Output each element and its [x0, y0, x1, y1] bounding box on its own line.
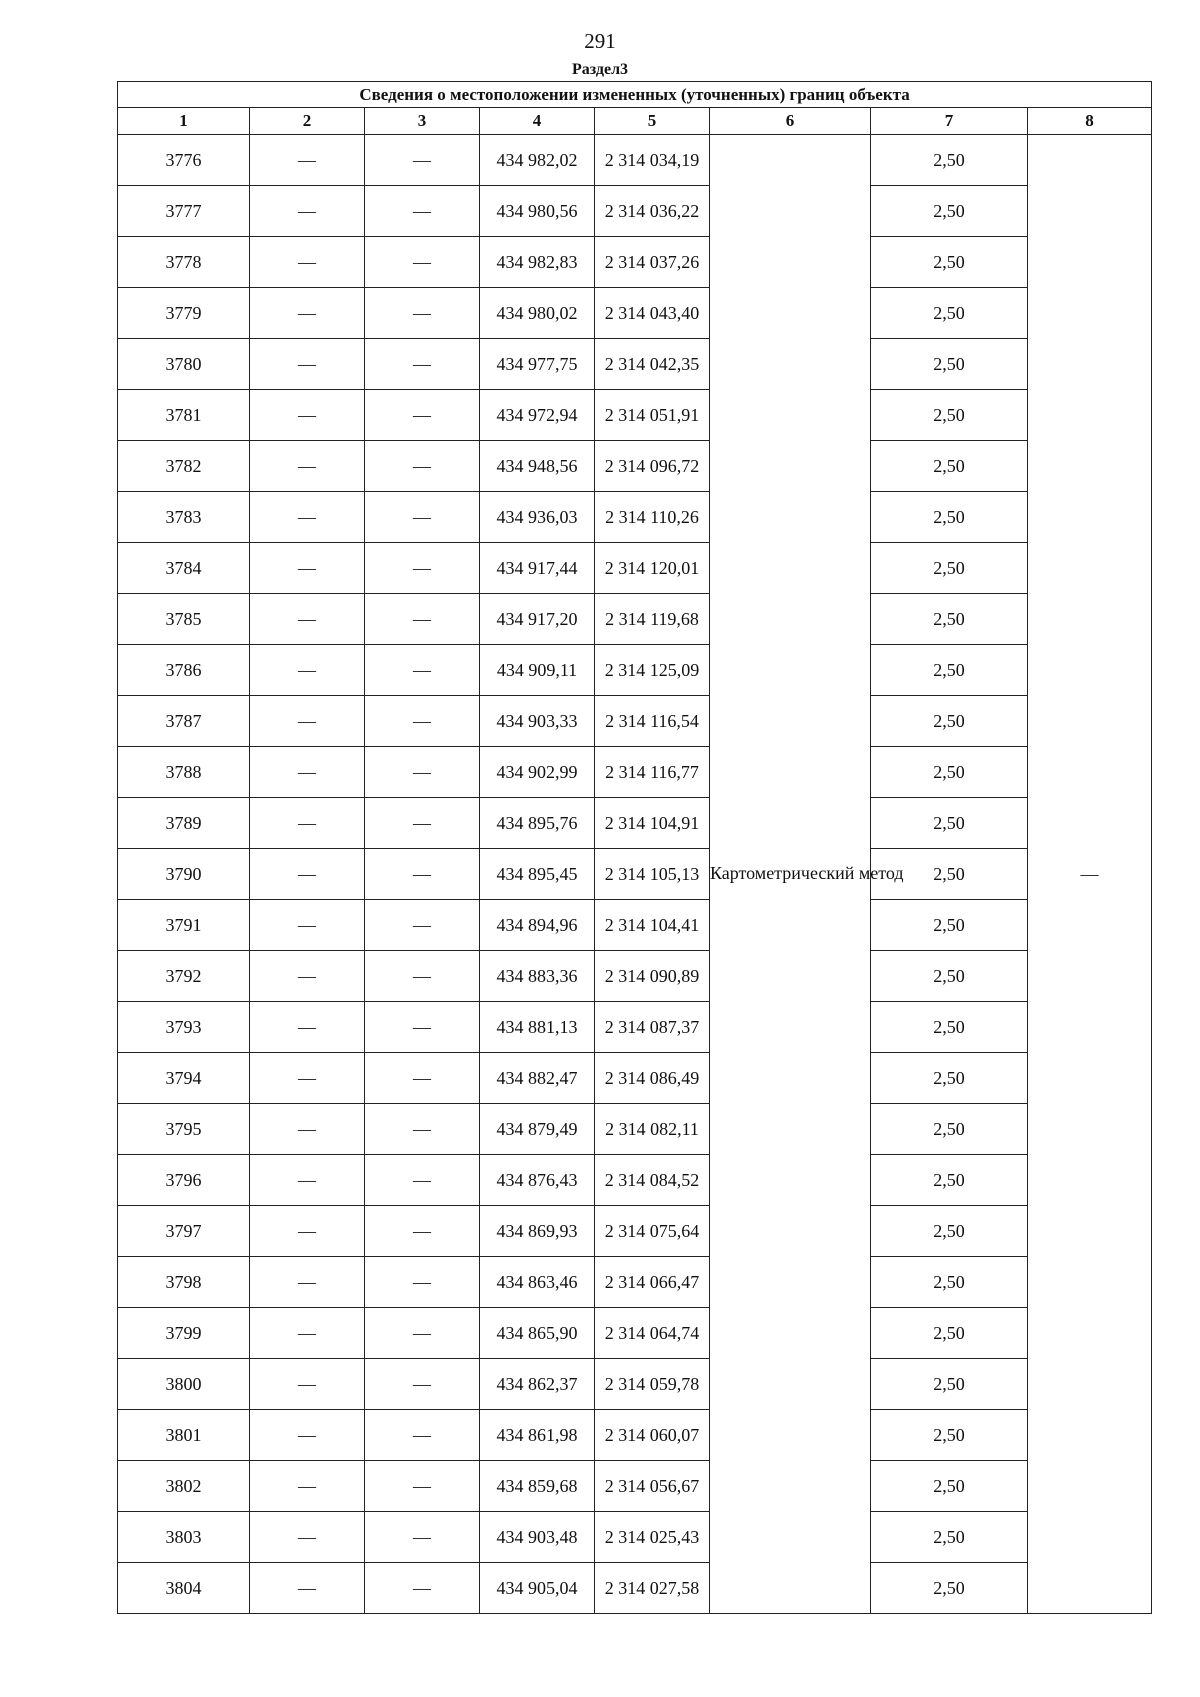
column-2-cell: — — [250, 1563, 365, 1614]
point-number-cell: 3795 — [118, 1104, 250, 1155]
y-coordinate-cell: 2 314 119,68 — [595, 594, 710, 645]
column-header: 4 — [480, 108, 595, 135]
table-row — [118, 543, 1152, 594]
point-number-cell: 3802 — [118, 1461, 250, 1512]
x-coordinate-cell: 434 862,37 — [480, 1359, 595, 1410]
column-3-cell: — — [365, 543, 480, 594]
note-cell: — — [1028, 135, 1152, 1614]
column-3-cell: — — [365, 747, 480, 798]
column-2-cell: — — [250, 1257, 365, 1308]
y-coordinate-cell: 2 314 075,64 — [595, 1206, 710, 1257]
table-row — [118, 1410, 1152, 1461]
x-coordinate-cell: 434 881,13 — [480, 1002, 595, 1053]
column-3-cell: — — [365, 1053, 480, 1104]
accuracy-cell: 2,50 — [871, 339, 1028, 390]
column-3-cell: — — [365, 288, 480, 339]
column-2-cell: — — [250, 645, 365, 696]
table-row — [118, 390, 1152, 441]
accuracy-cell: 2,50 — [871, 135, 1028, 186]
y-coordinate-cell: 2 314 082,11 — [595, 1104, 710, 1155]
table-row — [118, 1206, 1152, 1257]
point-number-cell: 3803 — [118, 1512, 250, 1563]
accuracy-cell: 2,50 — [871, 696, 1028, 747]
column-header: 8 — [1028, 108, 1152, 135]
coordinates-table — [117, 81, 1152, 1614]
x-coordinate-cell: 434 895,76 — [480, 798, 595, 849]
column-3-cell: — — [365, 849, 480, 900]
accuracy-cell: 2,50 — [871, 441, 1028, 492]
table-body — [118, 135, 1152, 1614]
x-coordinate-cell: 434 902,99 — [480, 747, 595, 798]
point-number-cell: 3801 — [118, 1410, 250, 1461]
column-2-cell: — — [250, 237, 365, 288]
table-row — [118, 594, 1152, 645]
y-coordinate-cell: 2 314 104,91 — [595, 798, 710, 849]
x-coordinate-cell: 434 905,04 — [480, 1563, 595, 1614]
column-3-cell: — — [365, 441, 480, 492]
y-coordinate-cell: 2 314 104,41 — [595, 900, 710, 951]
table-row — [118, 696, 1152, 747]
y-coordinate-cell: 2 314 116,54 — [595, 696, 710, 747]
point-number-cell: 3787 — [118, 696, 250, 747]
y-coordinate-cell: 2 314 120,01 — [595, 543, 710, 594]
column-header: 1 — [118, 108, 250, 135]
table-row — [118, 1461, 1152, 1512]
column-header: 6 — [710, 108, 871, 135]
column-2-cell: — — [250, 288, 365, 339]
point-number-cell: 3777 — [118, 186, 250, 237]
column-header: 3 — [365, 108, 480, 135]
column-3-cell: — — [365, 390, 480, 441]
column-3-cell: — — [365, 696, 480, 747]
y-coordinate-cell: 2 314 105,13 — [595, 849, 710, 900]
table-row — [118, 645, 1152, 696]
point-number-cell: 3779 — [118, 288, 250, 339]
point-number-cell: 3793 — [118, 1002, 250, 1053]
accuracy-cell: 2,50 — [871, 1104, 1028, 1155]
y-coordinate-cell: 2 314 056,67 — [595, 1461, 710, 1512]
point-number-cell: 3778 — [118, 237, 250, 288]
column-2-cell: — — [250, 135, 365, 186]
x-coordinate-cell: 434 863,46 — [480, 1257, 595, 1308]
column-3-cell: — — [365, 492, 480, 543]
column-3-cell: — — [365, 594, 480, 645]
column-2-cell: — — [250, 1308, 365, 1359]
x-coordinate-cell: 434 894,96 — [480, 900, 595, 951]
table-row — [118, 1257, 1152, 1308]
column-2-cell: — — [250, 339, 365, 390]
accuracy-cell: 2,50 — [871, 1359, 1028, 1410]
column-header: 5 — [595, 108, 710, 135]
column-3-cell: — — [365, 900, 480, 951]
table-row — [118, 747, 1152, 798]
x-coordinate-cell: 434 895,45 — [480, 849, 595, 900]
table-row — [118, 186, 1152, 237]
x-coordinate-cell: 434 903,48 — [480, 1512, 595, 1563]
table-row — [118, 1563, 1152, 1614]
column-3-cell: — — [365, 237, 480, 288]
column-header: 7 — [871, 108, 1028, 135]
column-2-cell: — — [250, 1206, 365, 1257]
x-coordinate-cell: 434 980,02 — [480, 288, 595, 339]
column-2-cell: — — [250, 849, 365, 900]
y-coordinate-cell: 2 314 043,40 — [595, 288, 710, 339]
column-2-cell: — — [250, 594, 365, 645]
x-coordinate-cell: 434 917,20 — [480, 594, 595, 645]
accuracy-cell: 2,50 — [871, 594, 1028, 645]
y-coordinate-cell: 2 314 027,58 — [595, 1563, 710, 1614]
x-coordinate-cell: 434 917,44 — [480, 543, 595, 594]
accuracy-cell: 2,50 — [871, 1308, 1028, 1359]
table-row — [118, 1512, 1152, 1563]
accuracy-cell: 2,50 — [871, 1053, 1028, 1104]
accuracy-cell: 2,50 — [871, 1512, 1028, 1563]
table-row — [118, 1104, 1152, 1155]
table-row — [118, 1359, 1152, 1410]
x-coordinate-cell: 434 972,94 — [480, 390, 595, 441]
column-3-cell: — — [365, 1155, 480, 1206]
point-number-cell: 3794 — [118, 1053, 250, 1104]
table-row — [118, 1002, 1152, 1053]
column-3-cell: — — [365, 135, 480, 186]
accuracy-cell: 2,50 — [871, 849, 1028, 900]
column-3-cell: — — [365, 1104, 480, 1155]
x-coordinate-cell: 434 882,47 — [480, 1053, 595, 1104]
x-coordinate-cell: 434 879,49 — [480, 1104, 595, 1155]
column-3-cell: — — [365, 798, 480, 849]
table-row — [118, 288, 1152, 339]
x-coordinate-cell: 434 861,98 — [480, 1410, 595, 1461]
y-coordinate-cell: 2 314 042,35 — [595, 339, 710, 390]
accuracy-cell: 2,50 — [871, 492, 1028, 543]
table-row — [118, 849, 1152, 900]
column-2-cell: — — [250, 1461, 365, 1512]
table-row — [118, 1155, 1152, 1206]
accuracy-cell: 2,50 — [871, 798, 1028, 849]
table-row — [118, 237, 1152, 288]
page-number: 291 — [584, 29, 616, 53]
column-3-cell: — — [365, 1002, 480, 1053]
table-row — [118, 135, 1152, 186]
point-number-cell: 3798 — [118, 1257, 250, 1308]
accuracy-cell: 2,50 — [871, 1461, 1028, 1512]
column-2-cell: — — [250, 186, 365, 237]
y-coordinate-cell: 2 314 084,52 — [595, 1155, 710, 1206]
column-3-cell: — — [365, 1410, 480, 1461]
point-number-cell: 3796 — [118, 1155, 250, 1206]
y-coordinate-cell: 2 314 090,89 — [595, 951, 710, 1002]
column-3-cell: — — [365, 951, 480, 1002]
point-number-cell: 3789 — [118, 798, 250, 849]
point-number-cell: 3797 — [118, 1206, 250, 1257]
table-row — [118, 1053, 1152, 1104]
table-row — [118, 798, 1152, 849]
column-2-cell: — — [250, 798, 365, 849]
section-title: Раздел3 — [571, 61, 629, 78]
point-number-cell: 3776 — [118, 135, 250, 186]
y-coordinate-cell: 2 314 125,09 — [595, 645, 710, 696]
x-coordinate-cell: 434 859,68 — [480, 1461, 595, 1512]
y-coordinate-cell: 2 314 025,43 — [595, 1512, 710, 1563]
accuracy-cell: 2,50 — [871, 237, 1028, 288]
column-2-cell: — — [250, 696, 365, 747]
column-header: 2 — [250, 108, 365, 135]
x-coordinate-cell: 434 865,90 — [480, 1308, 595, 1359]
x-coordinate-cell: 434 982,83 — [480, 237, 595, 288]
y-coordinate-cell: 2 314 116,77 — [595, 747, 710, 798]
column-2-cell: — — [250, 492, 365, 543]
accuracy-cell: 2,50 — [871, 1563, 1028, 1614]
table-row — [118, 900, 1152, 951]
column-3-cell: — — [365, 1257, 480, 1308]
x-coordinate-cell: 434 883,36 — [480, 951, 595, 1002]
method-cell: Картометрический метод — [710, 135, 871, 1614]
point-number-cell: 3781 — [118, 390, 250, 441]
point-number-cell: 3782 — [118, 441, 250, 492]
column-2-cell: — — [250, 543, 365, 594]
column-2-cell: — — [250, 1002, 365, 1053]
column-3-cell: — — [365, 1359, 480, 1410]
x-coordinate-cell: 434 909,11 — [480, 645, 595, 696]
y-coordinate-cell: 2 314 037,26 — [595, 237, 710, 288]
y-coordinate-cell: 2 314 064,74 — [595, 1308, 710, 1359]
point-number-cell: 3799 — [118, 1308, 250, 1359]
column-3-cell: — — [365, 339, 480, 390]
accuracy-cell: 2,50 — [871, 900, 1028, 951]
accuracy-cell: 2,50 — [871, 1206, 1028, 1257]
point-number-cell: 3791 — [118, 900, 250, 951]
table-row — [118, 492, 1152, 543]
column-3-cell: — — [365, 1206, 480, 1257]
y-coordinate-cell: 2 314 059,78 — [595, 1359, 710, 1410]
column-3-cell: — — [365, 1563, 480, 1614]
accuracy-cell: 2,50 — [871, 1002, 1028, 1053]
accuracy-cell: 2,50 — [871, 1257, 1028, 1308]
accuracy-cell: 2,50 — [871, 747, 1028, 798]
y-coordinate-cell: 2 314 087,37 — [595, 1002, 710, 1053]
point-number-cell: 3785 — [118, 594, 250, 645]
y-coordinate-cell: 2 314 096,72 — [595, 441, 710, 492]
accuracy-cell: 2,50 — [871, 951, 1028, 1002]
x-coordinate-cell: 434 982,02 — [480, 135, 595, 186]
column-2-cell: — — [250, 900, 365, 951]
column-3-cell: — — [365, 186, 480, 237]
column-3-cell: — — [365, 645, 480, 696]
point-number-cell: 3800 — [118, 1359, 250, 1410]
accuracy-cell: 2,50 — [871, 186, 1028, 237]
point-number-cell: 3792 — [118, 951, 250, 1002]
accuracy-cell: 2,50 — [871, 543, 1028, 594]
point-number-cell: 3784 — [118, 543, 250, 594]
table-row — [118, 951, 1152, 1002]
x-coordinate-cell: 434 980,56 — [480, 186, 595, 237]
accuracy-cell: 2,50 — [871, 645, 1028, 696]
x-coordinate-cell: 434 936,03 — [480, 492, 595, 543]
column-2-cell: — — [250, 1053, 365, 1104]
accuracy-cell: 2,50 — [871, 390, 1028, 441]
point-number-cell: 3780 — [118, 339, 250, 390]
column-3-cell: — — [365, 1461, 480, 1512]
y-coordinate-cell: 2 314 051,91 — [595, 390, 710, 441]
column-2-cell: — — [250, 1155, 365, 1206]
column-2-cell: — — [250, 747, 365, 798]
x-coordinate-cell: 434 977,75 — [480, 339, 595, 390]
column-2-cell: — — [250, 441, 365, 492]
column-2-cell: — — [250, 390, 365, 441]
y-coordinate-cell: 2 314 060,07 — [595, 1410, 710, 1461]
x-coordinate-cell: 434 948,56 — [480, 441, 595, 492]
y-coordinate-cell: 2 314 110,26 — [595, 492, 710, 543]
point-number-cell: 3790 — [118, 849, 250, 900]
table-row — [118, 339, 1152, 390]
y-coordinate-cell: 2 314 034,19 — [595, 135, 710, 186]
accuracy-cell: 2,50 — [871, 288, 1028, 339]
accuracy-cell: 2,50 — [871, 1155, 1028, 1206]
point-number-cell: 3788 — [118, 747, 250, 798]
column-2-cell: — — [250, 1359, 365, 1410]
point-number-cell: 3804 — [118, 1563, 250, 1614]
column-2-cell: — — [250, 951, 365, 1002]
table-caption: Сведения о местоположении измененных (уточненных) границ объекта — [118, 82, 1152, 108]
table-row — [118, 1308, 1152, 1359]
x-coordinate-cell: 434 876,43 — [480, 1155, 595, 1206]
column-2-cell: — — [250, 1512, 365, 1563]
column-2-cell: — — [250, 1104, 365, 1155]
column-2-cell: — — [250, 1410, 365, 1461]
y-coordinate-cell: 2 314 086,49 — [595, 1053, 710, 1104]
y-coordinate-cell: 2 314 036,22 — [595, 186, 710, 237]
x-coordinate-cell: 434 869,93 — [480, 1206, 595, 1257]
point-number-cell: 3786 — [118, 645, 250, 696]
point-number-cell: 3783 — [118, 492, 250, 543]
accuracy-cell: 2,50 — [871, 1410, 1028, 1461]
x-coordinate-cell: 434 903,33 — [480, 696, 595, 747]
y-coordinate-cell: 2 314 066,47 — [595, 1257, 710, 1308]
column-3-cell: — — [365, 1308, 480, 1359]
column-3-cell: — — [365, 1512, 480, 1563]
table-row — [118, 441, 1152, 492]
